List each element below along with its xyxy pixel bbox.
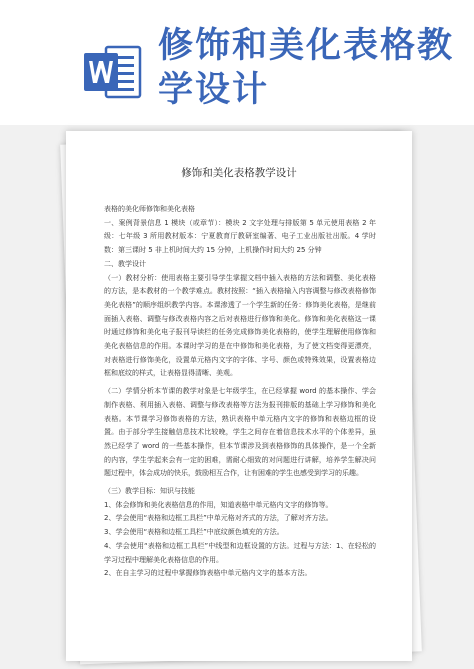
title-line-2: 学设计 (158, 70, 270, 110)
paragraph: 2、在自主学习的过程中掌握修饰表格中单元格内文字的基本方法。 (104, 569, 312, 578)
paragraph: 4、学会使用“表格和边框工具栏”中线型和边框设置的方法。过程与方法：1、在轻松的学习过程中理解美化表格信息的作用。 (104, 541, 376, 564)
paragraph: 二、教学设计 (104, 259, 146, 268)
paragraph: 2、学会使用“表格和边框工具栏”中单元格对齐式的方法，了解对齐方法。 (104, 514, 333, 523)
title-line-1: 修饰和美化表格教 (158, 26, 455, 66)
page-title (158, 24, 468, 112)
paragraph: （一）教材分析：使用表格主要引导学生掌握文档中插入表格的方法和调整、美化表格的方法，是本教材的一个教学难点。教材按照：“插入表格输入内容调整与修改表格修饰美化表格”的顺序组织教学内容。本课渗透了一个学生新的任务：修饰美化表格，是继前面插入表格、调整与修改表格内容之后对表格进行修饰和美化。修饰和美化表格这一课时通过修饰和美化电子报刊导读栏的任务完成修饰美化表格的，使学生理解使用修饰和美化表格信息的作用。本课时学习的是在中修饰和美化表格，为了使文档变得更漂亮，对表格进行修饰美化，设置单元格内文字的字体、字号、颜色或特殊效果，设置表格边框和底纹的样式，让表格显得清晰、美观。 (104, 273, 376, 378)
header-banner (0, 0, 474, 125)
document-body (104, 203, 376, 581)
paragraph: 1、体会修饰和美化表格信息的作用，知道表格中单元格内文字的修饰等。 (104, 500, 333, 509)
paragraph: （二）学情分析本节课的教学对象是七年级学生，在已经掌握 word 的基本操作、学会制作表格、利用插入表格、调整与修改表格等方法为报刊排版的基础上学习修饰和美化表格。本节课学习修饰表格的方法，熟识表格中单元格内文字的修饰和表格边框的设置。由于部分学生接触信息技术比较晚，学生之间存在着信息技术水平的个体差异，虽然已经学了 word 的一些基本操作，但本节课涉及到表格修饰的具体操作，是一个全新的内容，学生学起来会有一定的困难，需耐心细致的对问题进行讲解，培养学生解决问题过程中，体会成功的快乐，鼓励相互合作，让有困难的学生也感受到学习的乐趣。 (104, 387, 376, 478)
document-page (66, 131, 412, 661)
document-title: 修饰和美化表格教学设计 (181, 167, 297, 179)
word-document-icon (82, 43, 142, 101)
paragraph: 表格的美化师修饰和美化表格 (104, 205, 195, 213)
paragraph: 3、学会使用“表格和边框工具栏”中底纹颜色填充的方法。 (104, 528, 284, 537)
paragraph: 一、案例背景信息 1 模块（或章节）：模块 2 文字处理与排版第 5 单元使用表格 2 年级：七年级 3 所用教材版本：宁夏教育厅教研室编著、电子工业出版社出版。4 学时数：第三课时 5 非上机时间大约 15 分钟，上机操作时间大约 25 分钟 (104, 218, 376, 255)
paragraph: （三）教学目标：知识与技能 (104, 487, 195, 496)
